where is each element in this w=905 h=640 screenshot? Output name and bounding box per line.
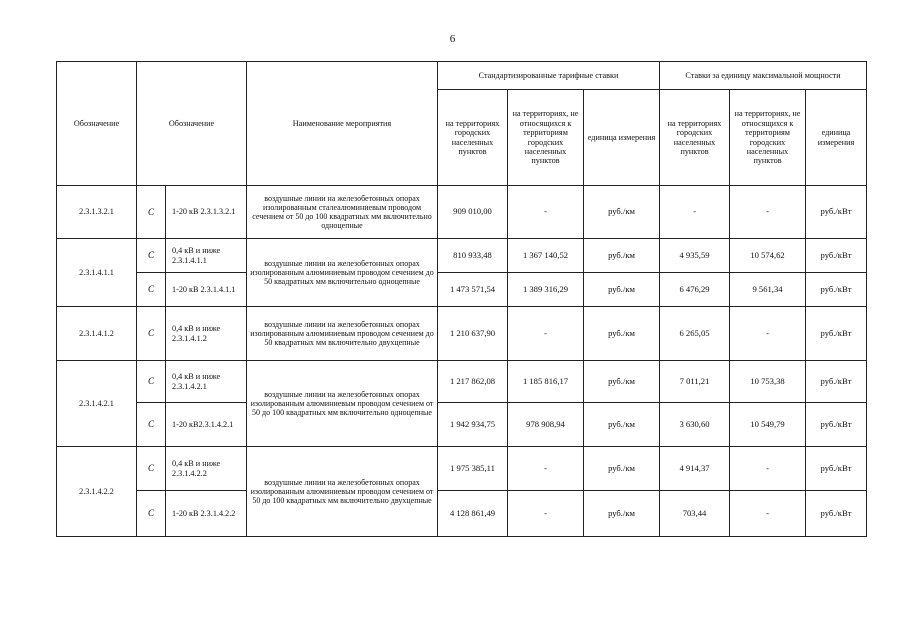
header-std-rural: на территориях, не относящихся к территориям городских населенных пунктов xyxy=(508,90,584,186)
table-row xyxy=(57,273,867,307)
row-pow-rural: 10 753,38 xyxy=(730,361,806,403)
row-code: 2.3.1.4.2.1 xyxy=(57,361,137,447)
row-measure-name: воздушные линии на железобетонных опорах изолированным алюминиевым проводом сечением до 50 квадратных мм включительно одноцепные xyxy=(247,239,438,307)
header-designation: Обозначение xyxy=(137,62,247,186)
row-measure-name: воздушные линии на железобетонных опорах изолированным алюминиевым проводом сечением до 50 квадратных мм включительно двухцепные xyxy=(247,307,438,361)
row-std-unit: руб./км xyxy=(584,239,660,273)
row-pow-urban: 4 935,59 xyxy=(660,239,730,273)
tariff-table xyxy=(56,61,867,537)
row-voltage: 1-20 кВ2.3.1.4.2.1 xyxy=(166,403,247,447)
row-std-unit: руб./км xyxy=(584,307,660,361)
row-std-rural: - xyxy=(508,447,584,491)
row-pow-urban: - xyxy=(660,186,730,239)
row-std-rural: 1 389 316,29 xyxy=(508,273,584,307)
header-code: Обозначение xyxy=(57,62,137,186)
row-std-rural: - xyxy=(508,186,584,239)
row-measure-name: воздушные линии на железобетонных опорах изолированным сталеалюминиевым проводом сечением от 50 до 100 квадратных мм включительно одноцепные xyxy=(247,186,438,239)
row-std-urban: 810 933,48 xyxy=(438,239,508,273)
row-code: 2.3.1.4.1.1 xyxy=(57,239,137,307)
row-pow-rural: - xyxy=(730,447,806,491)
header-pow-rural: на территориях, не относящихся к территориям городских населенных пунктов xyxy=(730,90,806,186)
header-name: Наименование мероприятия xyxy=(247,62,438,186)
row-pow-urban: 7 011,21 xyxy=(660,361,730,403)
row-c-letter: С xyxy=(137,273,166,307)
table-row xyxy=(57,447,867,491)
row-c-letter: С xyxy=(137,491,166,537)
row-pow-urban: 703,44 xyxy=(660,491,730,537)
row-pow-urban: 6 476,29 xyxy=(660,273,730,307)
row-pow-urban: 6 265,05 xyxy=(660,307,730,361)
row-pow-unit: руб./кВт xyxy=(806,447,867,491)
row-c-letter: С xyxy=(137,361,166,403)
row-std-urban: 1 217 862,08 xyxy=(438,361,508,403)
header-pow-urban: на территориях городских населенных пунктов xyxy=(660,90,730,186)
table-row xyxy=(57,491,867,537)
row-c-letter: С xyxy=(137,403,166,447)
row-std-urban: 1 942 934,75 xyxy=(438,403,508,447)
row-pow-unit: руб./кВт xyxy=(806,239,867,273)
row-pow-rural: - xyxy=(730,186,806,239)
row-pow-rural: 10 574,62 xyxy=(730,239,806,273)
header-std-unit: единица измерения xyxy=(584,90,660,186)
row-code: 2.3.1.3.2.1 xyxy=(57,186,137,239)
row-voltage: 0,4 кВ и ниже 2.3.1.4.1.1 xyxy=(166,239,247,273)
row-std-unit: руб./км xyxy=(584,273,660,307)
header-group-std: Стандартизированные тарифные ставки xyxy=(438,62,660,90)
row-pow-rural: 10 549,79 xyxy=(730,403,806,447)
row-std-unit: руб./км xyxy=(584,447,660,491)
row-std-urban: 1 210 637,90 xyxy=(438,307,508,361)
row-std-unit: руб./км xyxy=(584,186,660,239)
row-pow-unit: руб./кВт xyxy=(806,307,867,361)
row-pow-unit: руб./кВт xyxy=(806,403,867,447)
row-pow-unit: руб./кВт xyxy=(806,186,867,239)
row-std-rural: - xyxy=(508,491,584,537)
row-measure-name: воздушные линии на железобетонных опорах изолированным алюминиевым проводом сечением от 50 до 100 квадратных мм включительно двухцепные xyxy=(247,447,438,537)
table-row xyxy=(57,186,867,239)
table-row xyxy=(57,403,867,447)
row-c-letter: С xyxy=(137,447,166,491)
row-std-urban: 1 975 385,11 xyxy=(438,447,508,491)
table-row xyxy=(57,361,867,403)
row-pow-rural: 9 561,34 xyxy=(730,273,806,307)
table-row xyxy=(57,239,867,273)
row-std-urban: 4 128 861,49 xyxy=(438,491,508,537)
row-pow-unit: руб./кВт xyxy=(806,273,867,307)
row-c-letter: С xyxy=(137,186,166,239)
table-row xyxy=(57,307,867,361)
header-std-urban: на территориях городских населенных пунктов xyxy=(438,90,508,186)
row-voltage: 1-20 кВ 2.3.1.4.2.2 xyxy=(166,491,247,537)
row-std-urban: 909 010,00 xyxy=(438,186,508,239)
row-std-rural: 1 367 140,52 xyxy=(508,239,584,273)
row-std-unit: руб./км xyxy=(584,491,660,537)
row-std-urban: 1 473 571,54 xyxy=(438,273,508,307)
row-c-letter: С xyxy=(137,239,166,273)
row-std-rural: 1 185 816,17 xyxy=(508,361,584,403)
row-std-unit: руб./км xyxy=(584,403,660,447)
row-pow-unit: руб./кВт xyxy=(806,361,867,403)
row-pow-urban: 4 914,37 xyxy=(660,447,730,491)
row-voltage: 0,4 кВ и ниже 2.3.1.4.2.2 xyxy=(166,447,247,491)
row-std-rural: - xyxy=(508,307,584,361)
row-voltage: 0,4 кВ и ниже 2.3.1.4.2.1 xyxy=(166,361,247,403)
row-c-letter: С xyxy=(137,307,166,361)
row-pow-rural: - xyxy=(730,307,806,361)
page-number: 6 xyxy=(449,33,456,45)
row-std-rural: 978 908,94 xyxy=(508,403,584,447)
row-measure-name: воздушные линии на железобетонных опорах изолированным алюминиевым проводом сечением от 50 до 100 квадратных мм включительно одноцепные xyxy=(247,361,438,447)
row-voltage: 1-20 кВ 2.3.1.4.1.1 xyxy=(166,273,247,307)
row-voltage: 1-20 кВ 2.3.1.3.2.1 xyxy=(166,186,247,239)
row-voltage: 0,4 кВ и ниже 2.3.1.4.1.2 xyxy=(166,307,247,361)
row-code: 2.3.1.4.2.2 xyxy=(57,447,137,537)
header-group-power: Ставки за единицу максимальной мощности xyxy=(660,62,867,90)
row-pow-unit: руб./кВт xyxy=(806,491,867,537)
row-pow-urban: 3 630,60 xyxy=(660,403,730,447)
header-pow-unit: единица измерения xyxy=(806,90,867,186)
header-row-1 xyxy=(57,62,867,90)
row-pow-rural: - xyxy=(730,491,806,537)
row-std-unit: руб./км xyxy=(584,361,660,403)
row-code: 2.3.1.4.1.2 xyxy=(57,307,137,361)
